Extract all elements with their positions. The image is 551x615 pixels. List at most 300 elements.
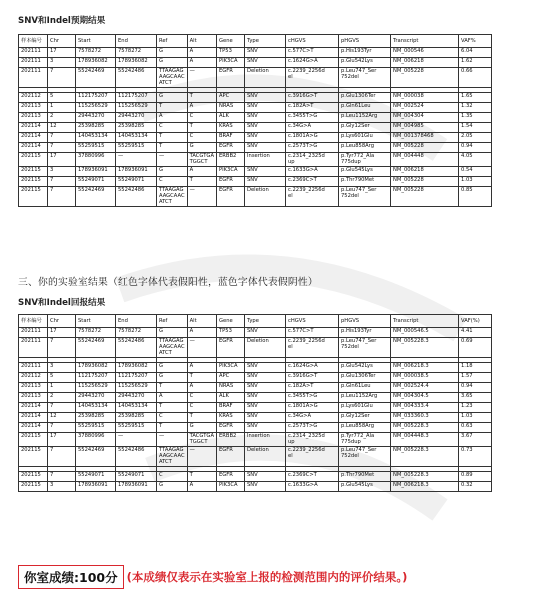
table-cell: 140453134 (116, 133, 157, 143)
table-cell: SNV (245, 167, 286, 177)
table-cell: 7 (48, 423, 76, 433)
table-cell: 55259515 (116, 143, 157, 153)
table-cell: 178936082 (76, 58, 116, 68)
table-cell: EGFR (217, 143, 245, 153)
table-cell: 1.57 (459, 373, 492, 383)
table-cell: p.Glu1306Ter (339, 93, 391, 103)
table-row (19, 423, 492, 433)
table-row (19, 167, 492, 177)
table-cell: 202114 (19, 403, 48, 413)
table-cell: p.Thr790Met (339, 472, 391, 482)
table-cell: NM_005228 (391, 143, 459, 153)
table-cell: TTAAGAG AAGCAAC ATCT (157, 447, 188, 467)
table-cell: 1.62 (459, 58, 492, 68)
table-row (19, 143, 492, 153)
table-cell: C (187, 133, 216, 143)
table-cell: 1.03 (459, 177, 492, 187)
table-cell: 140453134 (116, 403, 157, 413)
table-cell: 1.54 (459, 123, 492, 133)
table-cell: 202115 (19, 482, 48, 492)
column-header: VAF(%) (459, 315, 492, 328)
table-cell: SNV (245, 103, 286, 113)
table-cell: p.Leu747_Ser 752del (339, 187, 391, 207)
table-cell: BRAF (217, 403, 245, 413)
table-cell: EGFR (217, 177, 245, 187)
table-cell: BRAF (217, 133, 245, 143)
table-row (19, 113, 492, 123)
table-row (19, 393, 492, 403)
table-cell: 12 (48, 413, 76, 423)
table-cell: — (187, 187, 216, 207)
table-cell: NM_002524 (391, 103, 459, 113)
table-cell: 112175207 (116, 373, 157, 383)
table-cell: 202115 (19, 447, 48, 467)
table-cell: c.3455T>G (286, 113, 339, 123)
table-cell: C (187, 403, 216, 413)
table-cell: T (187, 123, 216, 133)
column-header: 样本编号 (19, 315, 48, 328)
table-cell: 55242486 (116, 338, 157, 358)
table-cell: 29443270 (76, 393, 116, 403)
table-cell: c.1801A>G (286, 133, 339, 143)
table-cell: Deletion (245, 187, 286, 207)
table-cell: 55242486 (116, 187, 157, 207)
table-cell: T (187, 93, 216, 103)
table-cell: 17 (48, 153, 76, 167)
table-row (19, 153, 492, 167)
table-cell: 55242469 (76, 447, 116, 467)
table-cell: ERBB2 (217, 153, 245, 167)
table-cell: 25398285 (76, 123, 116, 133)
table-cell: 55259515 (76, 143, 116, 153)
table-cell: A (187, 167, 216, 177)
table-cell: NRAS (217, 103, 245, 113)
table-cell: 202114 (19, 143, 48, 153)
table-cell: G (157, 363, 188, 373)
column-header: Transcript (391, 35, 459, 48)
table-cell: c.3916G>T (286, 373, 339, 383)
table-cell: 55242469 (76, 338, 116, 358)
table-cell: C (157, 472, 188, 482)
table-cell: 55242469 (76, 68, 116, 88)
table-cell: — (187, 68, 216, 88)
column-header: VAF% (459, 35, 492, 48)
table-cell: 202115 (19, 167, 48, 177)
table-row (19, 373, 492, 383)
table-cell: — (116, 433, 157, 447)
table-cell: Deletion (245, 338, 286, 358)
table-cell: 1 (48, 383, 76, 393)
section-three-title: 三、你的实验室结果（红色字体代表假阳性，蓝色字体代表假阴性） (18, 277, 318, 288)
table-cell: p.Leu858Arg (339, 143, 391, 153)
table-cell: NM_004304 (391, 113, 459, 123)
table-cell: 7578272 (76, 48, 116, 58)
table-cell: 2 (48, 113, 76, 123)
table-cell: c.2314_2325d up (286, 153, 339, 167)
table-row (19, 447, 492, 467)
table-cell: 3.65 (459, 393, 492, 403)
table-row (19, 58, 492, 68)
table-cell: c.1624G>A (286, 363, 339, 373)
table-cell: NM_004304.5 (391, 393, 459, 403)
table-cell: T (157, 133, 188, 143)
table-cell: 55242469 (76, 187, 116, 207)
column-header: Chr (48, 315, 76, 328)
table-cell: EGFR (217, 187, 245, 207)
table-cell: ERBB2 (217, 433, 245, 447)
table-cell: 55249071 (116, 177, 157, 187)
table-cell: p.Gln61Leu (339, 383, 391, 393)
table-cell: SNV (245, 472, 286, 482)
table-cell: c.182A>T (286, 103, 339, 113)
table-cell: 5 (48, 373, 76, 383)
column-header: Gene (217, 35, 245, 48)
table-cell: 7 (48, 133, 76, 143)
column-header: Start (76, 35, 116, 48)
table-cell: 12 (48, 123, 76, 133)
table-row (19, 93, 492, 103)
table-cell: KRAS (217, 123, 245, 133)
column-header: Alt (187, 35, 216, 48)
table-cell: SNV (245, 413, 286, 423)
table-cell: 202111 (19, 363, 48, 373)
table-cell: 0.94 (459, 383, 492, 393)
table-cell: 2 (48, 393, 76, 403)
table-cell: 0.89 (459, 472, 492, 482)
table-cell: 202114 (19, 423, 48, 433)
table-cell: NRAS (217, 383, 245, 393)
table-cell: 25398285 (116, 123, 157, 133)
table-cell: p.Gly12Ser (339, 123, 391, 133)
table-cell: 7578272 (116, 328, 157, 338)
table-cell: T (187, 373, 216, 383)
table-cell: 1.18 (459, 363, 492, 373)
table-cell: A (187, 58, 216, 68)
table-cell: 7578272 (116, 48, 157, 58)
table-cell: NM_005228.3 (391, 338, 459, 358)
table-cell: 178936082 (116, 58, 157, 68)
table-cell: SNV (245, 393, 286, 403)
table-row (19, 187, 492, 207)
table-cell: 1.65 (459, 93, 492, 103)
table-cell: G (187, 143, 216, 153)
lab-results-title: SNV和Indel回报结果 (18, 298, 106, 308)
table-cell: 1.03 (459, 413, 492, 423)
table-cell: c.2573T>G (286, 143, 339, 153)
table-cell: p.Leu858Arg (339, 423, 391, 433)
table-cell: p.His193Tyr (339, 328, 391, 338)
table-row (19, 383, 492, 393)
column-header: Transcript (391, 315, 459, 328)
table-cell: c.1801A>G (286, 403, 339, 413)
expected-header-row (19, 35, 492, 48)
column-header: End (116, 35, 157, 48)
table-cell: 1.32 (459, 103, 492, 113)
table-cell: 55242486 (116, 68, 157, 88)
table-cell: Deletion (245, 447, 286, 467)
table-cell: EGFR (217, 338, 245, 358)
table-cell: SNV (245, 58, 286, 68)
table-cell: SNV (245, 133, 286, 143)
table-cell: SNV (245, 373, 286, 383)
table-cell: ALK (217, 393, 245, 403)
table-cell: 55249071 (116, 472, 157, 482)
table-row (19, 68, 492, 88)
table-cell: SNV (245, 143, 286, 153)
table-cell: Deletion (245, 68, 286, 88)
table-cell: NM_006218.3 (391, 363, 459, 373)
table-cell: p.His193Tyr (339, 48, 391, 58)
table-cell: 7 (48, 187, 76, 207)
table-cell: 7 (48, 472, 76, 482)
table-cell: NM_005228 (391, 68, 459, 88)
table-cell: NM_002524.4 (391, 383, 459, 393)
table-cell: 202115 (19, 153, 48, 167)
table-cell: 178936091 (116, 482, 157, 492)
table-cell: A (157, 113, 188, 123)
table-cell: p.Gly12Ser (339, 413, 391, 423)
table-cell: c.2369C>T (286, 177, 339, 187)
table-cell: 178936091 (116, 167, 157, 177)
table-cell: PIK3CA (217, 482, 245, 492)
table-cell: T (187, 177, 216, 187)
table-cell: 4.41 (459, 328, 492, 338)
table-cell: 7578272 (76, 328, 116, 338)
column-header: End (116, 315, 157, 328)
table-cell: c.1624G>A (286, 58, 339, 68)
table-cell: TTAAGAG AAGCAAC ATCT (157, 338, 188, 358)
table-cell: NM_033360.3 (391, 413, 459, 423)
table-cell: 140453134 (76, 133, 116, 143)
table-row (19, 413, 492, 423)
table-cell: — (116, 153, 157, 167)
table-cell: p.Tyr772_Ala 775dup (339, 153, 391, 167)
table-cell: NM_005228.3 (391, 472, 459, 482)
table-cell: NM_005228.3 (391, 423, 459, 433)
table-cell: 55249071 (76, 177, 116, 187)
column-header: pHGVS (339, 35, 391, 48)
table-cell: 178936091 (76, 167, 116, 177)
table-cell: A (187, 103, 216, 113)
column-header: pHGVS (339, 315, 391, 328)
table-row (19, 123, 492, 133)
table-cell: 0.66 (459, 68, 492, 88)
table-cell: 2.05 (459, 133, 492, 143)
table-cell: p.Gln61Leu (339, 103, 391, 113)
table-cell: T (187, 413, 216, 423)
score-note: (本成绩仅表示在实验室上报的检测范围内的评价结果。) (126, 570, 408, 584)
table-cell: SNV (245, 113, 286, 123)
table-cell: SNV (245, 363, 286, 373)
table-cell: 7 (48, 403, 76, 413)
table-cell: 6.04 (459, 48, 492, 58)
table-cell: 17 (48, 328, 76, 338)
table-cell: 202115 (19, 177, 48, 187)
table-cell: c.2239_2256d el (286, 338, 339, 358)
table-cell: G (157, 48, 188, 58)
table-cell: NM_006218 (391, 167, 459, 177)
table-cell: — (187, 338, 216, 358)
table-cell: KRAS (217, 413, 245, 423)
table-row (19, 338, 492, 358)
column-header: Ref (157, 35, 188, 48)
table-cell: 29443270 (76, 113, 116, 123)
table-cell: G (157, 93, 188, 103)
table-cell: 202111 (19, 328, 48, 338)
lab-results-table (18, 314, 492, 492)
table-cell: c.577C>T (286, 48, 339, 58)
table-cell: c.2314_2325d up (286, 433, 339, 447)
table-cell: PIK3CA (217, 167, 245, 177)
table-cell: C (187, 393, 216, 403)
table-cell: NM_004448 (391, 153, 459, 167)
table-cell: NM_004333.4 (391, 403, 459, 413)
table-cell: NM_004985 (391, 123, 459, 133)
table-cell: c.2369C>T (286, 472, 339, 482)
table-cell: EGFR (217, 68, 245, 88)
table-cell: p.Lys601Glu (339, 133, 391, 143)
table-cell: NM_000038.5 (391, 373, 459, 383)
table-cell: 0.54 (459, 167, 492, 177)
table-cell: 7 (48, 68, 76, 88)
table-cell: 112175207 (76, 93, 116, 103)
table-cell: 25398285 (76, 413, 116, 423)
table-cell: 0.94 (459, 143, 492, 153)
table-cell: PIK3CA (217, 363, 245, 373)
table-cell: SNV (245, 403, 286, 413)
table-cell: 202111 (19, 338, 48, 358)
table-cell: T (157, 383, 188, 393)
table-cell: 202111 (19, 58, 48, 68)
table-cell: A (187, 363, 216, 373)
table-row (19, 328, 492, 338)
table-row (19, 133, 492, 143)
table-cell: p.Glu1306Ter (339, 373, 391, 383)
table-cell: 17 (48, 48, 76, 58)
expected-results-table (18, 34, 492, 207)
table-cell: SNV (245, 93, 286, 103)
table-cell: p.Lys601Glu (339, 403, 391, 413)
table-cell: 37880996 (76, 153, 116, 167)
table-cell: — (187, 447, 216, 467)
table-cell: 3 (48, 167, 76, 177)
table-cell: 37880996 (76, 433, 116, 447)
table-cell: SNV (245, 123, 286, 133)
table-cell: 202114 (19, 123, 48, 133)
table-cell: 3.67 (459, 433, 492, 447)
lab-header-row (19, 315, 492, 328)
table-cell: SNV (245, 48, 286, 58)
table-cell: NM_006218 (391, 58, 459, 68)
table-cell: p.Glu545Lys (339, 167, 391, 177)
table-cell: c.1633G>A (286, 482, 339, 492)
table-cell: 202113 (19, 383, 48, 393)
table-cell: 55259515 (76, 423, 116, 433)
table-cell: 55242486 (116, 447, 157, 467)
table-cell: 7 (48, 447, 76, 467)
table-cell: C (157, 123, 188, 133)
table-cell: TACGTGA TGGCT (187, 433, 216, 447)
table-cell: p.Glu542Lys (339, 58, 391, 68)
table-cell: A (187, 482, 216, 492)
table-cell: 25398285 (116, 413, 157, 423)
table-cell: TP53 (217, 48, 245, 58)
table-cell: APC (217, 373, 245, 383)
table-cell: 3 (48, 363, 76, 373)
table-cell: c.2239_2256d el (286, 187, 339, 207)
table-row (19, 48, 492, 58)
table-cell: 140453134 (76, 403, 116, 413)
column-header: cHGVS (286, 35, 339, 48)
table-cell: c.1633G>A (286, 167, 339, 177)
table-cell: 7 (48, 338, 76, 358)
table-cell: 0.73 (459, 447, 492, 467)
table-cell: p.Glu542Lys (339, 363, 391, 373)
table-cell: TACGTGA TGGCT (187, 153, 216, 167)
table-cell: 0.32 (459, 482, 492, 492)
column-header: Chr (48, 35, 76, 48)
table-cell: 115256529 (116, 103, 157, 113)
table-cell: NM_005228 (391, 177, 459, 187)
table-row (19, 103, 492, 113)
table-cell: 5 (48, 93, 76, 103)
table-cell: — (157, 153, 188, 167)
table-cell: NM_001378468 (391, 133, 459, 143)
table-cell: TTAAGAG AAGCAAC ATCT (157, 68, 188, 88)
table-cell: 202113 (19, 393, 48, 403)
expected-results-title: SNV和Indel预期结果 (18, 16, 106, 26)
table-cell: 7 (48, 143, 76, 153)
table-row (19, 482, 492, 492)
table-cell: 202111 (19, 68, 48, 88)
table-cell: EGFR (217, 423, 245, 433)
table-cell: EGFR (217, 447, 245, 467)
table-cell: 202114 (19, 413, 48, 423)
table-cell: c.34G>A (286, 123, 339, 133)
table-cell: 202115 (19, 187, 48, 207)
table-cell: NM_006218.3 (391, 482, 459, 492)
table-cell: c.3916G>T (286, 93, 339, 103)
table-cell: G (187, 423, 216, 433)
column-header: Ref (157, 315, 188, 328)
table-cell: T (157, 403, 188, 413)
column-header: Type (245, 315, 286, 328)
table-cell: 202113 (19, 113, 48, 123)
table-cell: 3 (48, 58, 76, 68)
table-cell: 112175207 (76, 373, 116, 383)
table-cell: NM_005228.3 (391, 447, 459, 467)
column-header: Alt (187, 315, 216, 328)
table-cell: 178936082 (116, 363, 157, 373)
table-cell: T (157, 103, 188, 113)
table-cell: APC (217, 93, 245, 103)
table-cell: p.Leu747_Ser 752del (339, 338, 391, 358)
table-cell: c.182A>T (286, 383, 339, 393)
table-cell: PIK3CA (217, 58, 245, 68)
table-cell: EGFR (217, 472, 245, 482)
table-cell: T (157, 423, 188, 433)
table-cell: TTAAGAG AAGCAAC ATCT (157, 187, 188, 207)
table-cell: 202115 (19, 472, 48, 482)
table-cell: T (187, 472, 216, 482)
table-cell: 1.35 (459, 113, 492, 123)
table-cell: 202112 (19, 373, 48, 383)
table-cell: C (157, 177, 188, 187)
table-cell: 112175207 (116, 93, 157, 103)
table-cell: 115256529 (116, 383, 157, 393)
table-cell: SNV (245, 423, 286, 433)
column-header: Type (245, 35, 286, 48)
